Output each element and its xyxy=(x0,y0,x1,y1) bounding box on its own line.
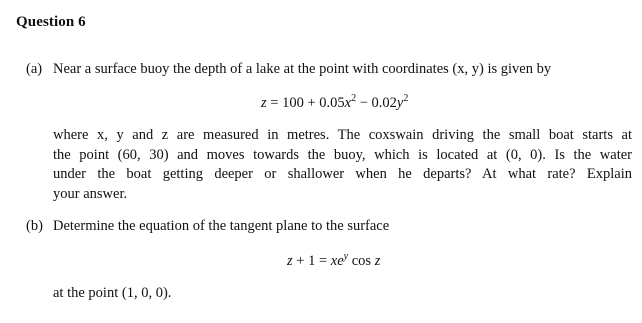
part-b-label: (b) xyxy=(26,218,43,234)
part-a-line-3: under the boat getting deeper or shallower when he departs? At what rate? Explain xyxy=(53,166,632,183)
part-b-tail-text: at the point (1, 0, 0). xyxy=(53,285,172,301)
part-a-line-2: the point (60, 30) and moves towards the buoy, which is located at (0, 0). Is the water xyxy=(53,146,632,163)
part-a-line-1: where x, y and z are measured in metres. The coxswain driving the small boat starts at xyxy=(53,127,632,143)
part-a-intro xyxy=(26,60,632,79)
part-a-body xyxy=(53,126,632,204)
depth-equation: $z = 100 + 0.05x^2 - 0.02y^2$ xyxy=(261,93,409,111)
part-b-intro xyxy=(26,217,632,236)
question-title: Question 6 xyxy=(16,14,86,30)
part-b-tail xyxy=(53,284,632,304)
part-b-intro-text: Determine the equation of the tangent plane to the surface xyxy=(53,218,390,234)
part-a-intro-text: Near a surface buoy the depth of a lake at the point with coordinates (x, y) is given by xyxy=(53,61,552,77)
part-a-label: (a) xyxy=(26,61,43,77)
surface-equation: $z + 1 = xe^y$ cos z xyxy=(287,251,381,269)
part-a-line-4: your answer. xyxy=(53,185,128,202)
